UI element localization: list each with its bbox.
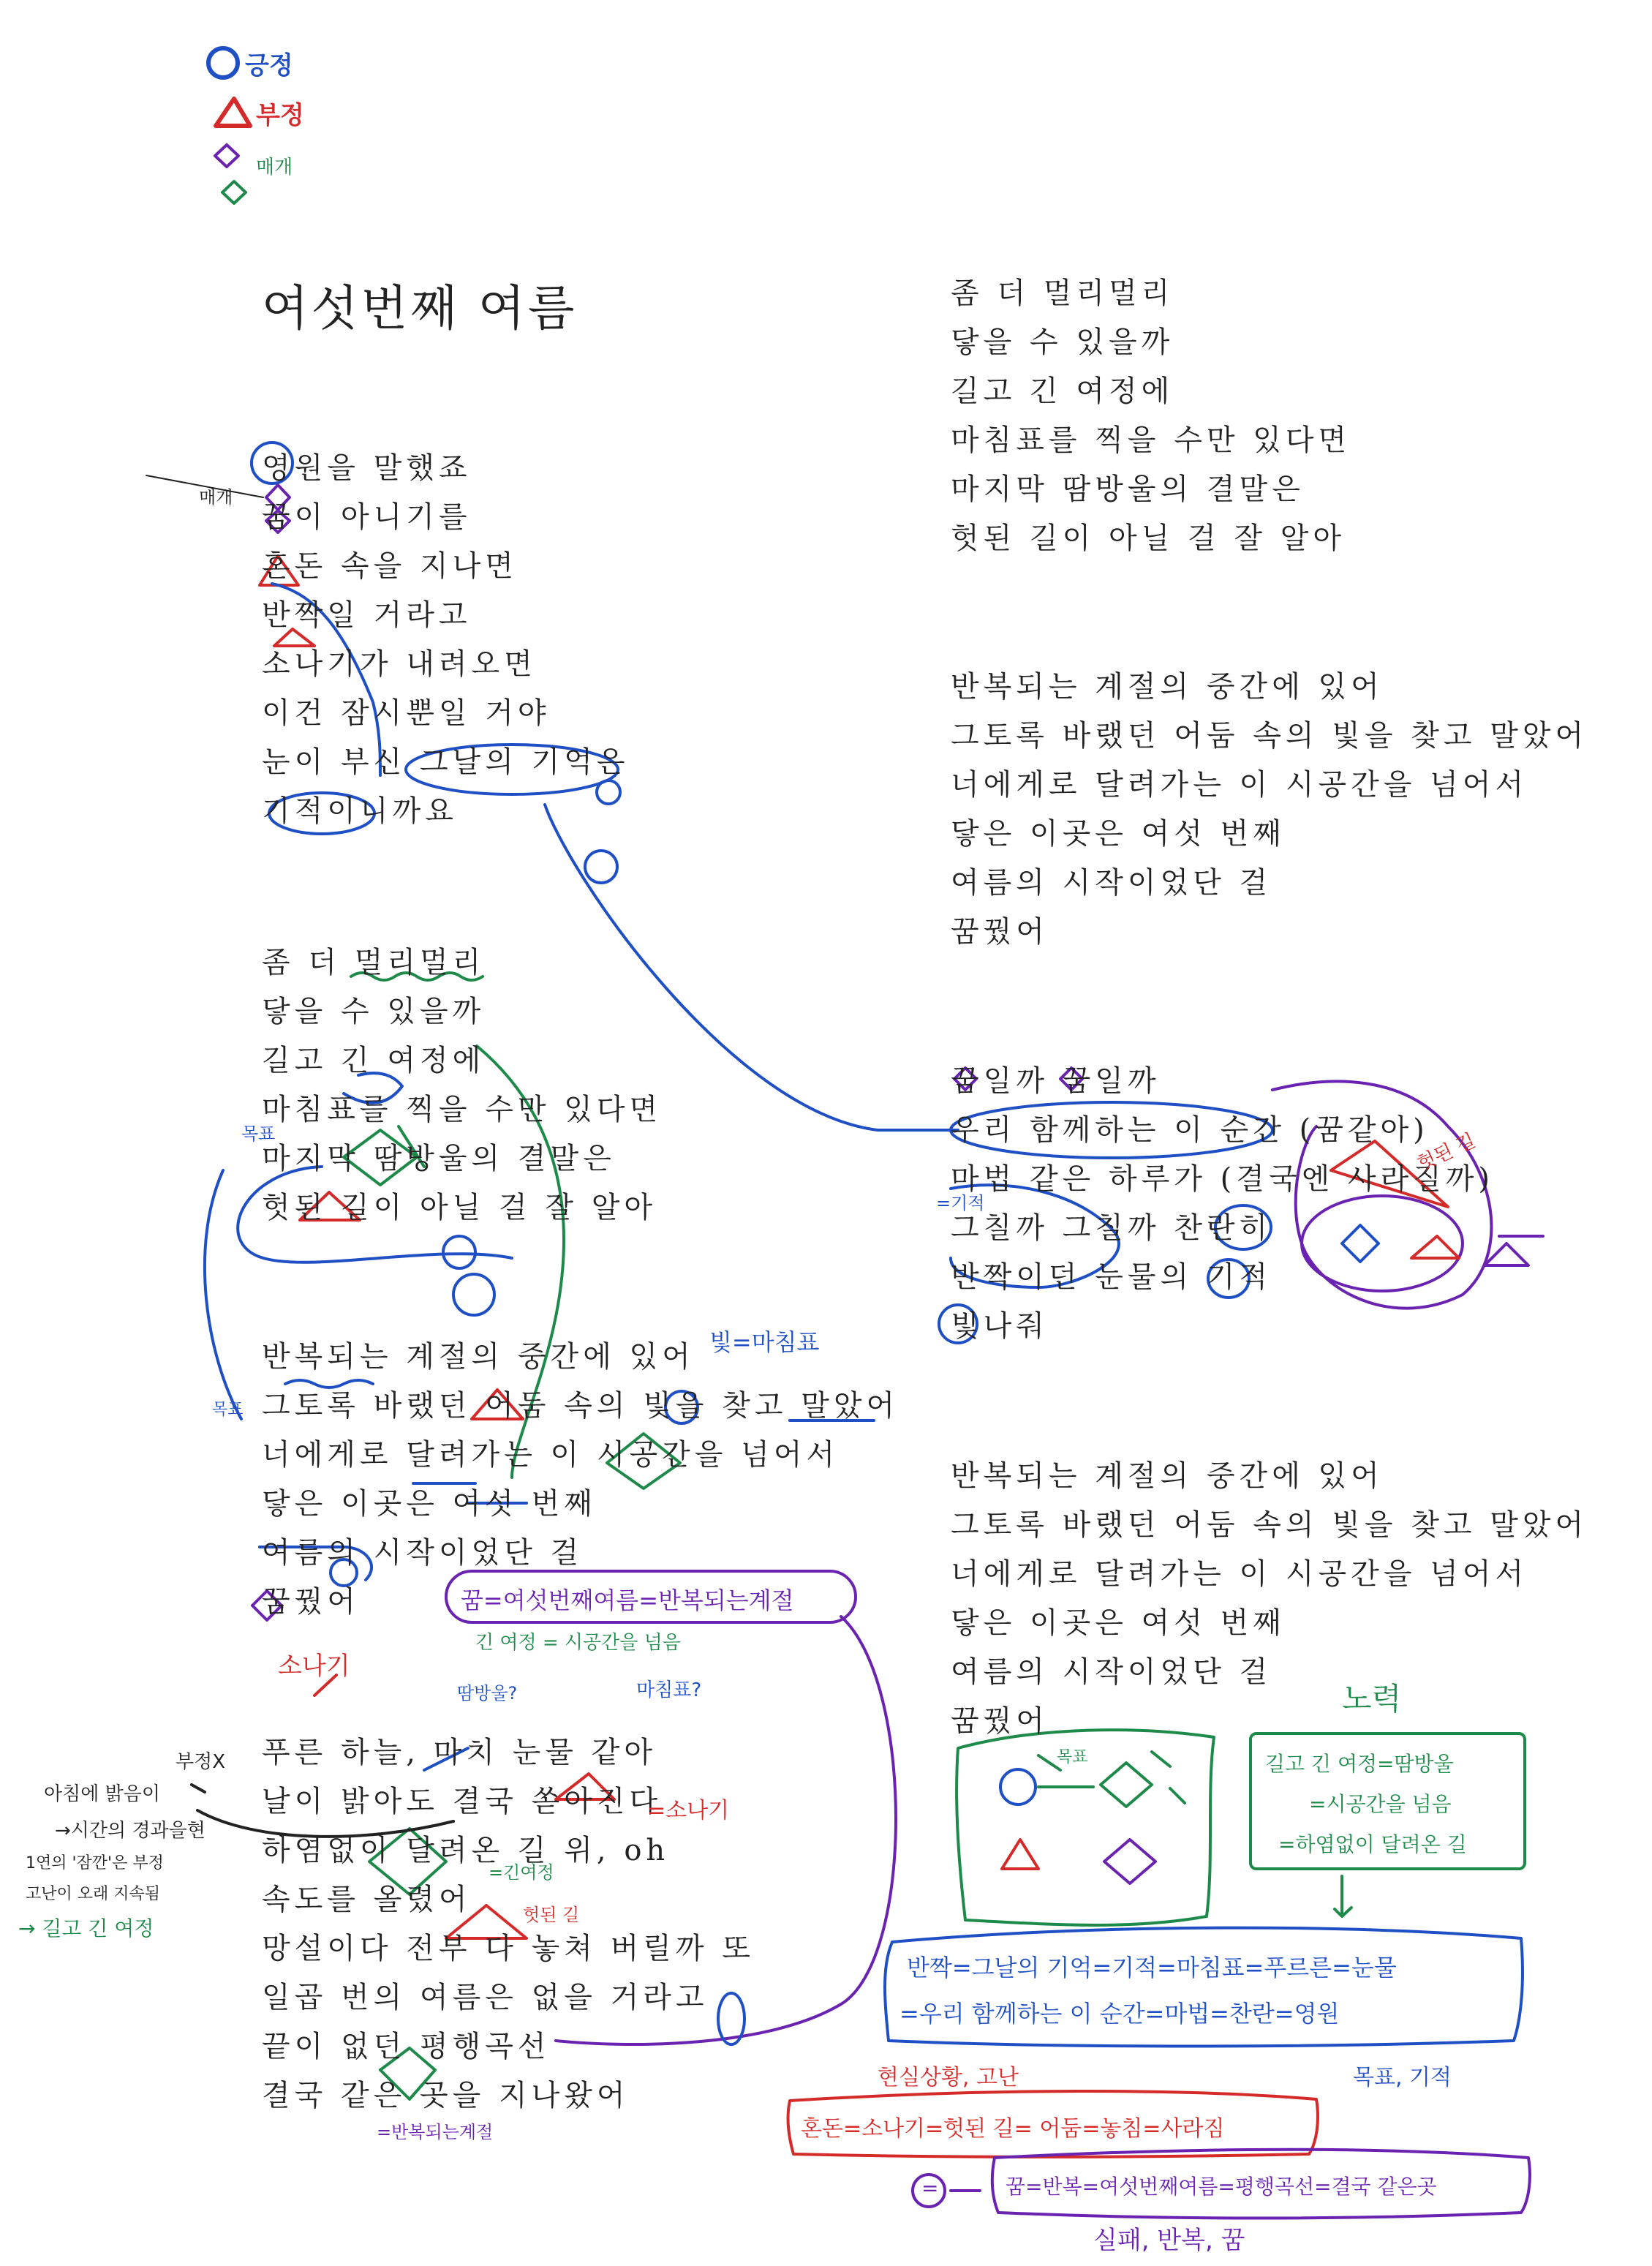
poem-line: 그토록 바랬던 어둠 속의 빛을 찾고 말았어: [262, 1389, 899, 1423]
annotation-box-right-2: =시공간을 넘음: [1309, 1792, 1452, 1816]
annotation-mokpyo-giri: 목표, 기적: [1353, 2065, 1452, 2090]
poem-line: 기적이니까요: [262, 794, 458, 828]
annotation-ttambangul: 땀방울?: [457, 1683, 518, 1704]
annotation-bit-machimpyo: 빛=마침표: [709, 1328, 820, 1356]
annotation-side-note-3: 1연의 '잠깐'은 부정: [26, 1854, 164, 1872]
poem-line: 그토록 바랬던 어둠 속의 빛을 찾고 말았어: [951, 719, 1588, 753]
legend-green-diamond-icon: [222, 181, 246, 203]
annotation-summary-red: 혼돈=소나기=헛된 길= 어둠=놓침=사라짐: [801, 2116, 1225, 2142]
annotation-mokpyo-box: 목표: [1057, 1748, 1088, 1766]
poem-line: 너에게로 달려가는 이 시공간을 넘어서: [951, 1557, 1528, 1591]
legend-purple-diamond-icon: [215, 145, 238, 167]
annotation-sonagi-eq: =소나기: [647, 1798, 730, 1823]
annotation-side-note-5: → 길고 긴 여정: [18, 1916, 154, 1941]
poem-line: 끝이 없던 평행곡선: [262, 2030, 551, 2063]
poem-line: 닿은 이곳은 여섯 번째: [951, 1606, 1286, 1640]
annotation-kkum-equation: 꿈=여섯번째여름=반복되는계절: [461, 1586, 794, 1614]
annotation-heotdoen-gil: 헛된 길: [523, 1905, 580, 1925]
poem-line: 빛나줘: [951, 1309, 1049, 1343]
poem-line: 꿈꿨어: [262, 1585, 360, 1619]
poem-line: 헛된 길이 아닐 걸 잘 알아: [262, 1191, 657, 1224]
annotation-gin-yeojeong: 긴 여정 = 시공간을 넘음: [475, 1632, 681, 1654]
right-stanza-3: [951, 1057, 1494, 1351]
poem-line: 반복되는 계절의 중간에 있어: [262, 1340, 695, 1374]
annotation-banbok-gyejeol: =반복되는계절: [377, 2122, 494, 2142]
right-stanza-1: [951, 269, 1351, 563]
poem-line: 마침표를 찍을 수만 있다면: [262, 1093, 663, 1126]
poem-line: 마법 같은 하루가 (결국엔 사라질까): [951, 1162, 1495, 1196]
poem-line: 반짝이던 눈물의 기적: [951, 1260, 1272, 1294]
annotation-box-right-3: =하염없이 달려온 길: [1278, 1832, 1467, 1856]
left-stanza-4: [262, 1728, 755, 2120]
poem-line: 반짝일 거라고: [262, 598, 472, 632]
poem-line: 이건 잠시뿐일 거야: [262, 696, 551, 730]
poem-line: 그토록 바랬던 어둠 속의 빛을 찾고 말았어: [951, 1508, 1588, 1542]
poem-line: 닿은 이곳은 여섯 번째: [262, 1487, 597, 1521]
legend-medium-label: 매개: [256, 157, 293, 178]
poem-line: 망설이다 전부 다 놓쳐 버릴까 또: [262, 1932, 755, 1965]
poem-line: 날이 밝아도 결국 쏟아진다: [262, 1785, 663, 1818]
poem-line: 결국 같은 곳을 지나왔어: [262, 2079, 630, 2112]
annotation-heotdoen-gil-right: 헛된 길: [1414, 1129, 1479, 1176]
poem-line: 여름의 시작이었단 걸: [951, 866, 1272, 900]
annotation-side-note-2: →시간의 경과을현: [55, 1820, 205, 1842]
left-stanza-1: [262, 444, 630, 836]
annotation-side-note-4: 고난이 오래 지속됨: [26, 1885, 161, 1903]
annotation-circle-eq: =: [921, 2176, 939, 2200]
poem-line: 우리 함께하는 이 순간 (꿈같아): [951, 1113, 1429, 1147]
annotation-machimpyo-q: 마침표?: [636, 1679, 702, 1701]
annotation-noryeok: 노력: [1342, 1681, 1402, 1717]
annotation-final-words: 실패, 반복, 꿈: [1093, 2226, 1245, 2255]
poem-line: 속도를 올렸어: [262, 1883, 472, 1916]
poem-line: 좀 더 멀리멀리: [262, 946, 486, 979]
poem-line: 좀 더 멀리멀리: [951, 276, 1174, 310]
poem-line: 여름의 시작이었단 걸: [951, 1655, 1272, 1689]
poem-line: 마침표를 찍을 수만 있다면: [951, 424, 1351, 457]
legend-triangle-icon: [216, 99, 250, 126]
poem-line: 그칠까 그칠까 찬란히: [951, 1211, 1272, 1245]
annotation-sonagi: 소나기: [278, 1652, 350, 1681]
poem-line: 길고 긴 여정에: [951, 374, 1174, 408]
annotation-mokpyo-left-2: 목표: [212, 1401, 244, 1419]
poem-line: 반복되는 계절의 중간에 있어: [951, 1459, 1384, 1493]
annotation-negative-x: 부정X: [176, 1751, 226, 1773]
annotation-summary-blue-1: 반짝=그날의 기억=기적=마침표=푸르른=눈물: [907, 1954, 1397, 1981]
poem-line: 푸른 하늘, 마치 눈물 같아: [262, 1736, 657, 1769]
left-stanza-2: [262, 938, 662, 1232]
annotation-hyeonsil-gonan: 현실상황, 고난: [878, 2065, 1019, 2090]
poem-line: 일곱 번의 여름은 없을 거라고: [262, 1981, 709, 2014]
poem-line: 여름의 시작이었단 걸: [262, 1536, 584, 1570]
annotation-summary-purple: 꿈=반복=여섯번째여름=평행곡선=결국 같은곳: [1006, 2175, 1437, 2199]
annotation-side-note-1: 아침에 밝음이: [44, 1783, 160, 1805]
annotation-giri-right: =기적: [936, 1193, 985, 1213]
poem-line: 꿈꿨어: [951, 1704, 1049, 1738]
poem-line: 하염없이 달려온 길 위, oh: [262, 1834, 670, 1867]
poem-line: 혼돈 속을 지나면: [262, 549, 518, 583]
poem-line: 마지막 땀방울의 결말은: [262, 1142, 616, 1175]
poem-line: 꿈꿨어: [951, 915, 1049, 949]
legend-negative-label: 부정: [256, 101, 304, 130]
poem-line: 너에게로 달려가는 이 시공간을 넘어서: [262, 1438, 840, 1472]
poem-line: 눈이 부신 그날의 기억은: [262, 745, 630, 779]
poem-title: 여섯번째 여름: [262, 280, 578, 336]
poem-line: 반복되는 계절의 중간에 있어: [951, 670, 1384, 704]
annotation-gin-yeojeong-short: =긴여정: [489, 1862, 554, 1883]
poem-line: 길고 긴 여정에: [262, 1044, 486, 1077]
annotation-mokpyo-left: 목표: [241, 1123, 276, 1144]
poem-line: 꿈이 아니기를: [262, 500, 472, 534]
legend-circle-icon: [208, 48, 238, 78]
poem-line: 마지막 땀방울의 결말은: [951, 473, 1305, 506]
poem-line: 영원을 말했죠: [262, 451, 472, 485]
right-stanza-2: [951, 663, 1588, 957]
annotation-summary-blue-2: =우리 함께하는 이 순간=마법=찬란=영원: [899, 2000, 1340, 2028]
poem-line: 헛된 길이 아닐 걸 잘 알아: [951, 522, 1346, 555]
poem-line: 닿을 수 있을까: [951, 325, 1174, 359]
annotation-box-right-1: 길고 긴 여정=땀방울: [1265, 1752, 1454, 1776]
poem-line: 너에게로 달려가는 이 시공간을 넘어서: [951, 768, 1528, 802]
poem-line: 꿈일까 꿈일까: [951, 1064, 1161, 1098]
right-stanza-4: [951, 1452, 1588, 1746]
annotation-medium-left: 매개: [199, 487, 233, 508]
legend-positive-label: 긍정: [245, 51, 293, 80]
poem-line: 닿을 수 있을까: [262, 995, 486, 1028]
poem-line: 닿은 이곳은 여섯 번째: [951, 817, 1286, 851]
poem-line: 소나기가 내려오면: [262, 647, 537, 681]
